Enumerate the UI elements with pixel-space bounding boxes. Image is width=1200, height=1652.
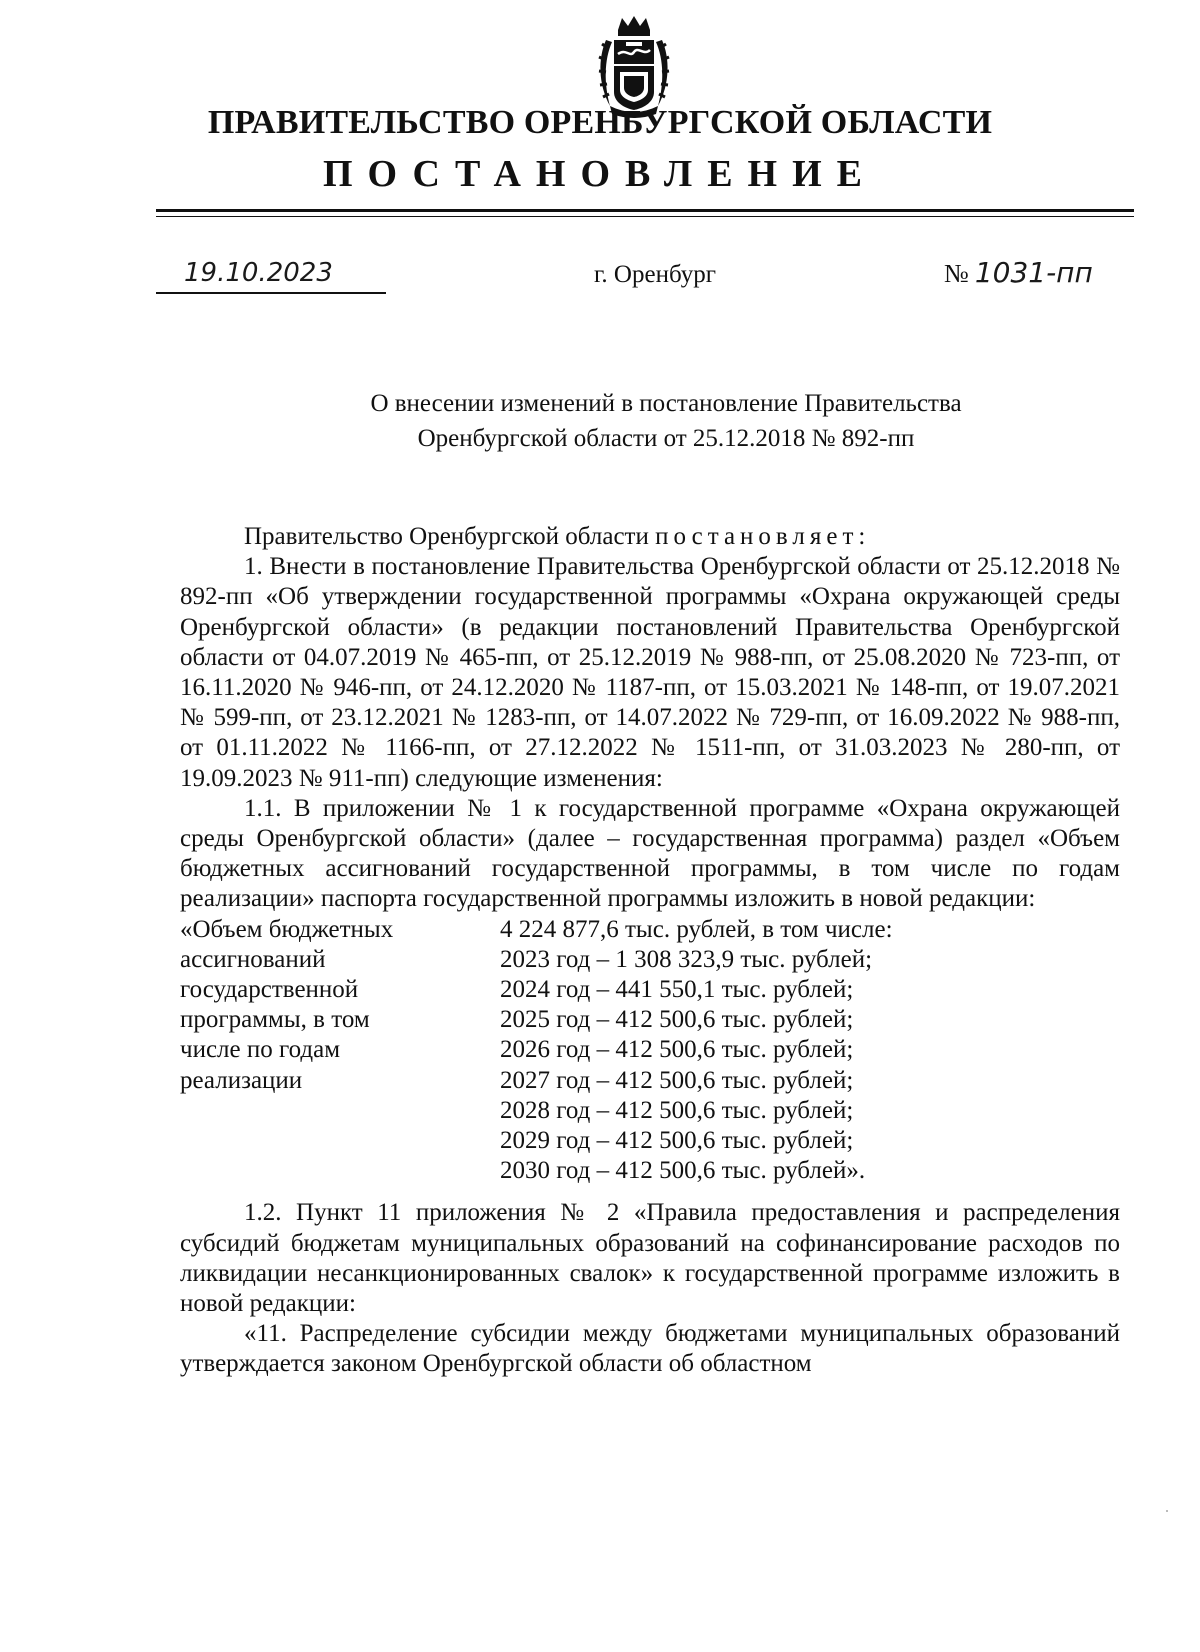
opening-prefix: Правительство Оренбургской области [244, 523, 656, 550]
table-value-line: 2026 год – 412 500,6 тыс. рублей; [500, 1036, 854, 1064]
document-number-field [944, 256, 1093, 289]
opening-verb: постановляет: [655, 523, 871, 550]
opening-line [180, 522, 1120, 552]
subject-line: О внесении изменений в постановление Правительства [370, 390, 962, 417]
table-value-line: 2025 год – 412 500,6 тыс. рублей; [500, 1006, 854, 1034]
table-value-line: 2029 год – 412 500,6 тыс. рублей; [500, 1127, 854, 1155]
scan-speck [1166, 1510, 1168, 1512]
table-value-line: 4 224 877,6 тыс. рублей, в том числе: [500, 915, 893, 943]
table-value-line: 2027 год – 412 500,6 тыс. рублей; [500, 1066, 854, 1094]
header-rule-thin [156, 216, 1134, 217]
document-body [180, 522, 1120, 1380]
paragraph-1-2: 1.2. Пункт 11 приложения № 2 «Правила предоставления и распределения субсидий бюджетам муниципальных образований на софинансирование расходов по ликвидации несанкционированных свалок» к государственной программе изложить в новой редакции: [180, 1199, 1120, 1318]
table-label-line: ассигнований [180, 945, 326, 973]
table-label-line: программы, в том [180, 1006, 370, 1034]
table-value-line: 2023 год – 1 308 323,9 тыс. рублей; [500, 945, 873, 973]
table-label-line: «Объем бюджетных [180, 915, 394, 943]
handwritten-date: 19.10.2023 [184, 258, 333, 288]
number-sign: № [944, 259, 969, 288]
budget-table-values-column [500, 915, 1120, 1187]
budget-table [180, 915, 1120, 1187]
table-value-line: 2028 год – 412 500,6 тыс. рублей; [500, 1096, 854, 1124]
paragraph-1-1: 1.1. В приложении № 1 к государственной программе «Охрана окружающей среды Оренбургской области» (далее – государственная программа) раздел «Объем бюджетных ассигнований государственной программы, в том числе по годам реализации» паспорта государственной программы изложить в новой редакции: [180, 794, 1120, 913]
header-rule-thick [156, 209, 1134, 212]
date-field [156, 258, 386, 294]
document-type-title: ПОСТАНОВЛЕНИЕ [322, 153, 878, 195]
table-value-line: 2030 год – 412 500,6 тыс. рублей». [500, 1157, 866, 1185]
document-subject [336, 386, 996, 456]
table-label-line: реализации [180, 1066, 303, 1094]
spacer [180, 1186, 1120, 1198]
budget-table-label-column [180, 915, 500, 1187]
table-value-line: 2024 год – 441 550,1 тыс. рублей; [500, 976, 854, 1004]
paragraph-1-2-quote: «11. Распределение субсидии между бюджетами муниципальных образований утверждается законом Оренбургской области об областном [180, 1320, 1120, 1378]
handwritten-number: 1031-пп [974, 256, 1093, 289]
subject-line: Оренбургской области от 25.12.2018 № 892-пп [417, 425, 915, 452]
government-title: ПРАВИТЕЛЬСТВО ОРЕНБУРГСКОЙ ОБЛАСТИ [207, 104, 993, 141]
city-label: г. Оренбург [594, 261, 716, 288]
table-label-line: числе по годам [180, 1036, 341, 1064]
paragraph-1: 1. Внести в постановление Правительства Оренбургской области от 25.12.2018 № 892-пп «Об утверждении государственной программы «Охрана окружающей среды Оренбургской области» (в редакции постановлений Правительства Оренбургской области от 04.07.2019 № 465-пп, от 25.12.2019 № 988-пп, от 25.08.2020 № 723-пп, от 16.11.2020 № 946-пп, от 24.12.2020 № 1187-пп, от 15.03.2021 № 148-пп, от 19.07.2021 № 599-пп, от 23.12.2021 № 1283-пп, от 14.07.2022 № 729-пп, от 16.09.2022 № 988-пп, от 01.11.2022 № 1166-пп, от 27.12.2022 № 1511-пп, от 31.03.2023 № 280-пп, от 19.09.2023 № 911-пп) следующие изменения: [180, 553, 1120, 792]
table-label-line: государственной [180, 976, 359, 1004]
